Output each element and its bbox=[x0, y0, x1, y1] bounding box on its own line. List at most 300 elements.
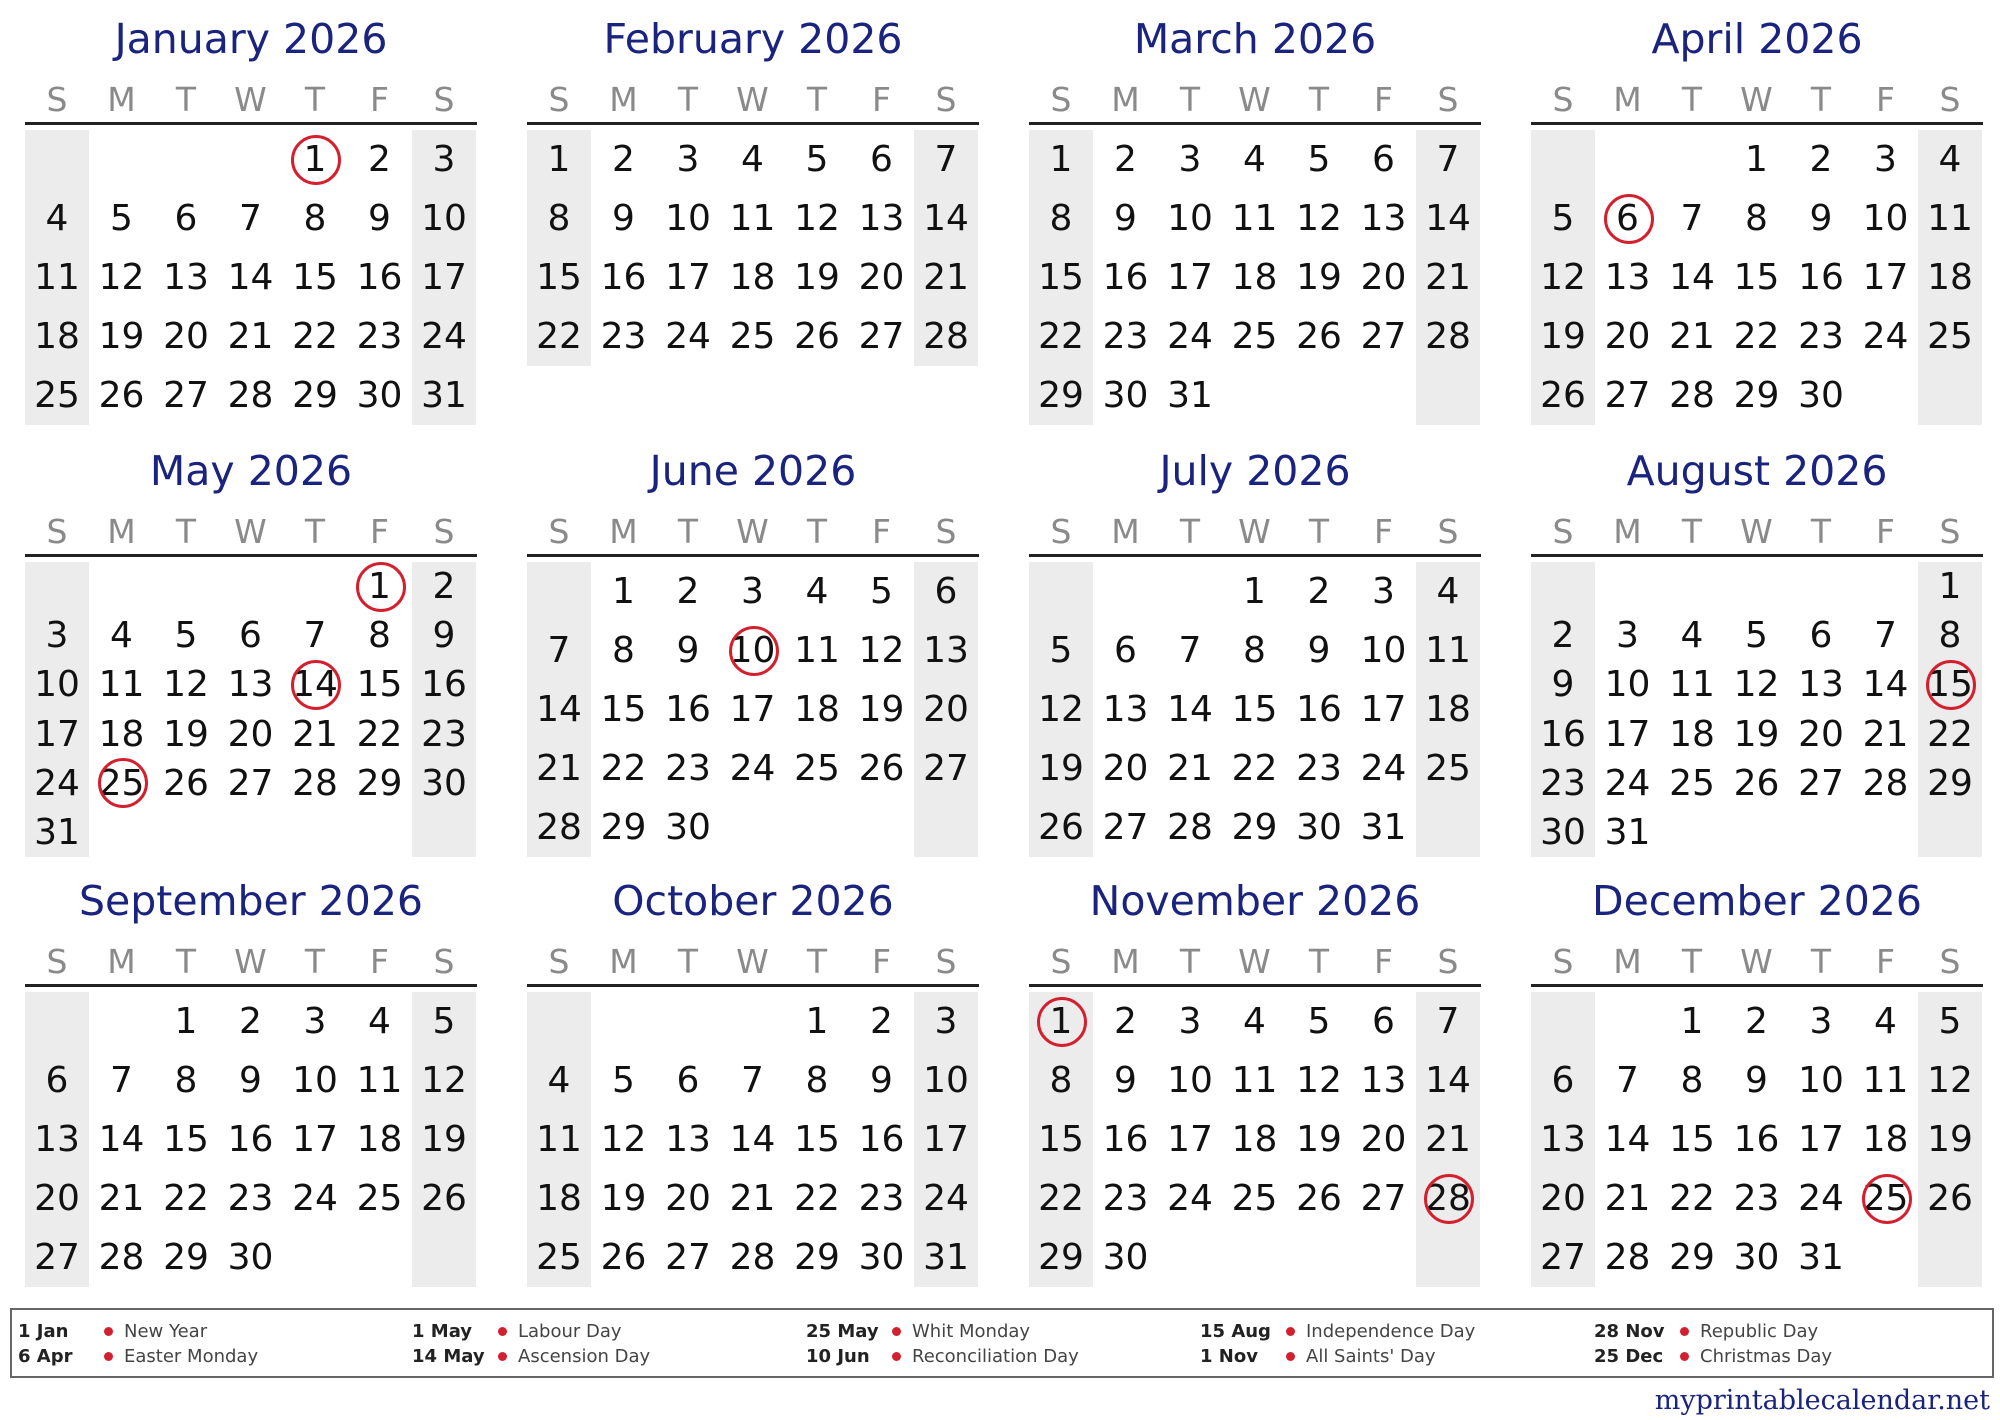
calendar-date: 13 bbox=[923, 630, 969, 671]
calendar-date: 27 bbox=[34, 1237, 80, 1278]
weekday-label: T bbox=[1810, 512, 1832, 551]
calendar-date: 20 bbox=[1102, 748, 1149, 789]
weekday-label: S bbox=[433, 80, 455, 119]
calendar-date: 4 bbox=[547, 1060, 571, 1101]
calendar-date: 28 bbox=[1604, 1237, 1651, 1278]
calendar-date: 9 bbox=[368, 198, 391, 239]
weekday-label: F bbox=[370, 942, 389, 981]
calendar-date: 2 bbox=[870, 1001, 893, 1042]
weekday-label: M bbox=[1111, 80, 1140, 119]
weekday-header bbox=[25, 942, 477, 982]
month-title: August 2026 bbox=[1626, 447, 1888, 495]
calendar-date: 13 bbox=[227, 664, 274, 706]
calendar-date: 1 bbox=[1745, 139, 1768, 180]
calendar-date: 22 bbox=[1038, 1178, 1084, 1219]
legend-date: 6 Apr bbox=[18, 1346, 73, 1367]
calendar-date: 30 bbox=[356, 375, 403, 416]
calendar-date: 10 bbox=[1604, 664, 1651, 706]
calendar-date: 11 bbox=[356, 1060, 403, 1101]
calendar-date: 29 bbox=[794, 1237, 840, 1278]
calendar-date: 7 bbox=[1436, 1001, 1460, 1042]
calendar-date: 21 bbox=[98, 1178, 145, 1219]
calendar-date: 19 bbox=[163, 713, 209, 755]
weekday-label: W bbox=[736, 942, 769, 981]
calendar-date: 16 bbox=[600, 257, 647, 298]
calendar-date: 13 bbox=[1360, 1060, 1407, 1101]
calendar-date: 11 bbox=[1862, 1060, 1909, 1101]
calendar-date: 30 bbox=[421, 762, 467, 804]
calendar-date: 24 bbox=[923, 1178, 969, 1219]
calendar-date: 1 bbox=[1938, 566, 1962, 607]
calendar-date: 27 bbox=[1540, 1237, 1586, 1278]
legend-column bbox=[412, 1319, 802, 1369]
calendar-date: 30 bbox=[1540, 811, 1586, 853]
calendar-date: 3 bbox=[1874, 139, 1897, 180]
calendar-date: 6 bbox=[174, 198, 198, 239]
calendar-date: 17 bbox=[1167, 257, 1213, 298]
calendar-date: 16 bbox=[858, 1119, 905, 1160]
calendar-date: 29 bbox=[1927, 762, 1973, 804]
calendar-date: 14 bbox=[98, 1119, 145, 1160]
calendar-date: 15 bbox=[536, 257, 582, 298]
month-title: December 2026 bbox=[1592, 877, 1922, 925]
calendar-date: 10 bbox=[923, 1060, 969, 1101]
calendar-date: 10 bbox=[665, 198, 711, 239]
calendar-date: 11 bbox=[1231, 1060, 1278, 1101]
calendar-date: 10 bbox=[421, 198, 467, 239]
holiday-dot-icon bbox=[498, 1352, 507, 1361]
calendar-date: 5 bbox=[110, 198, 133, 239]
month-calendar bbox=[1029, 862, 1481, 1282]
calendar-date: 27 bbox=[163, 375, 209, 416]
calendar-date: 21 bbox=[227, 316, 274, 357]
weekday-label: T bbox=[1681, 942, 1703, 981]
calendar-date: 23 bbox=[600, 316, 647, 357]
legend-date: 14 May bbox=[412, 1346, 485, 1367]
header-divider bbox=[25, 984, 477, 987]
calendar-date: 6 bbox=[1551, 1060, 1575, 1101]
calendar-date: 21 bbox=[1604, 1178, 1651, 1219]
calendar-date: 15 bbox=[1038, 257, 1084, 298]
calendar-date: 19 bbox=[98, 316, 145, 357]
calendar-date: 25 bbox=[1927, 316, 1973, 357]
weekday-label: T bbox=[1308, 942, 1330, 981]
calendar-date: 29 bbox=[600, 807, 647, 848]
weekday-label: S bbox=[1050, 512, 1072, 551]
calendar-date: 26 bbox=[421, 1178, 467, 1219]
calendar-date: 23 bbox=[421, 713, 467, 755]
weekday-label: T bbox=[806, 80, 828, 119]
weekday-label: T bbox=[1179, 512, 1201, 551]
calendar-date: 1 bbox=[805, 1001, 829, 1042]
calendar-date: 20 bbox=[923, 689, 969, 730]
legend-date: 1 Jan bbox=[18, 1321, 69, 1342]
calendar-date: 9 bbox=[676, 630, 700, 671]
calendar-date: 11 bbox=[1669, 664, 1715, 706]
weekday-label: S bbox=[1050, 80, 1072, 119]
calendar-date: 22 bbox=[600, 748, 647, 789]
weekday-label: S bbox=[1050, 942, 1072, 981]
calendar-date: 2 bbox=[1809, 139, 1833, 180]
weekday-label: T bbox=[806, 512, 828, 551]
calendar-date: 3 bbox=[1372, 571, 1395, 612]
calendar-date: 21 bbox=[729, 1178, 776, 1219]
calendar-date: 16 bbox=[665, 689, 711, 730]
month-title: July 2026 bbox=[1159, 447, 1351, 495]
calendar-date: 26 bbox=[98, 375, 145, 416]
calendar-date: 12 bbox=[1927, 1060, 1973, 1101]
calendar-date: 22 bbox=[1231, 748, 1278, 789]
calendar-date: 30 bbox=[1102, 1237, 1149, 1278]
calendar-date: 4 bbox=[1938, 139, 1962, 180]
weekday-header bbox=[25, 512, 477, 552]
calendar-date: 27 bbox=[923, 748, 969, 789]
holiday-dot-icon bbox=[1286, 1327, 1295, 1336]
calendar-date: 26 bbox=[1733, 762, 1780, 804]
month-calendar bbox=[527, 862, 979, 1282]
legend-date: 10 Jun bbox=[806, 1346, 870, 1367]
weekday-label: S bbox=[935, 942, 957, 981]
calendar-date: 16 bbox=[1798, 257, 1844, 298]
calendar-date: 7 bbox=[110, 1060, 133, 1101]
calendar-date: 18 bbox=[356, 1119, 403, 1160]
header-divider bbox=[527, 984, 979, 987]
legend-date: 25 May bbox=[806, 1321, 879, 1342]
header-divider bbox=[1029, 122, 1481, 125]
calendar-date: 2 bbox=[612, 139, 635, 180]
calendar-date: 17 bbox=[34, 713, 80, 755]
calendar-date: 7 bbox=[1874, 615, 1897, 657]
calendar-date: 17 bbox=[665, 257, 711, 298]
holiday-date: 15 bbox=[1918, 660, 1982, 709]
calendar-date: 26 bbox=[858, 748, 905, 789]
legend-entry bbox=[1200, 1319, 1590, 1344]
calendar-date: 15 bbox=[1669, 1119, 1715, 1160]
weekday-header bbox=[527, 942, 979, 982]
calendar-date: 5 bbox=[1307, 1001, 1331, 1042]
calendar-date: 10 bbox=[1167, 198, 1213, 239]
calendar-date: 5 bbox=[805, 139, 829, 180]
calendar-date: 8 bbox=[612, 630, 635, 671]
month-calendar bbox=[527, 0, 979, 420]
weekday-header bbox=[527, 512, 979, 552]
calendar-date: 2 bbox=[1114, 1001, 1137, 1042]
calendar-date: 8 bbox=[174, 1060, 198, 1101]
calendar-date: 26 bbox=[1296, 1178, 1342, 1219]
legend-entry bbox=[1200, 1344, 1590, 1369]
calendar-date: 5 bbox=[174, 615, 198, 657]
calendar-date: 19 bbox=[1038, 748, 1084, 789]
calendar-date: 9 bbox=[1745, 1060, 1768, 1101]
header-divider bbox=[1531, 122, 1983, 125]
calendar-date: 4 bbox=[741, 139, 764, 180]
calendar-date: 3 bbox=[1616, 615, 1639, 657]
calendar-date: 22 bbox=[1669, 1178, 1715, 1219]
calendar-date: 10 bbox=[1798, 1060, 1844, 1101]
calendar-date: 25 bbox=[794, 748, 840, 789]
calendar-date: 22 bbox=[536, 316, 582, 357]
calendar-date: 9 bbox=[239, 1060, 262, 1101]
calendar-date: 18 bbox=[536, 1178, 582, 1219]
calendar-date: 18 bbox=[1231, 1119, 1278, 1160]
calendar-date: 7 bbox=[1616, 1060, 1639, 1101]
calendar-date: 19 bbox=[600, 1178, 647, 1219]
calendar-date: 1 bbox=[612, 571, 635, 612]
calendar-date: 14 bbox=[1604, 1119, 1651, 1160]
calendar-date: 22 bbox=[1038, 316, 1084, 357]
calendar-date: 12 bbox=[1296, 198, 1342, 239]
holiday-date: 14 bbox=[283, 660, 347, 709]
calendar-date: 12 bbox=[1733, 664, 1780, 706]
weekday-label: S bbox=[1437, 512, 1459, 551]
weekday-label: T bbox=[175, 942, 197, 981]
weekday-label: T bbox=[1681, 80, 1703, 119]
weekday-label: T bbox=[806, 942, 828, 981]
calendar-date: 9 bbox=[1307, 630, 1331, 671]
calendar-date: 28 bbox=[227, 375, 274, 416]
calendar-date: 20 bbox=[1540, 1178, 1586, 1219]
weekday-label: S bbox=[433, 512, 455, 551]
calendar-date: 24 bbox=[1167, 1178, 1213, 1219]
calendar-date: 29 bbox=[1231, 807, 1278, 848]
month-title: September 2026 bbox=[79, 877, 423, 925]
weekday-label: W bbox=[736, 80, 769, 119]
calendar-date: 11 bbox=[34, 257, 80, 298]
calendar-date: 12 bbox=[600, 1119, 647, 1160]
legend-holiday-name: Labour Day bbox=[518, 1321, 622, 1342]
legend-entry bbox=[18, 1344, 408, 1369]
calendar-date: 3 bbox=[676, 139, 700, 180]
calendar-date: 6 bbox=[45, 1060, 69, 1101]
calendar-date: 9 bbox=[1809, 198, 1833, 239]
calendar-date: 7 bbox=[303, 615, 327, 657]
calendar-date: 2 bbox=[1551, 615, 1575, 657]
calendar-date: 1 bbox=[1243, 571, 1266, 612]
calendar-date: 4 bbox=[45, 198, 69, 239]
calendar-date: 19 bbox=[1296, 1119, 1342, 1160]
calendar-date: 8 bbox=[1745, 198, 1768, 239]
calendar-date: 27 bbox=[1360, 316, 1407, 357]
calendar-date: 13 bbox=[665, 1119, 711, 1160]
month-title: October 2026 bbox=[612, 877, 894, 925]
calendar-date: 25 bbox=[1231, 316, 1278, 357]
month-title: January 2026 bbox=[114, 15, 388, 63]
calendar-date: 12 bbox=[858, 630, 905, 671]
calendar-date: 2 bbox=[1307, 571, 1331, 612]
holiday-dot-icon bbox=[1286, 1352, 1295, 1361]
calendar-date: 19 bbox=[1540, 316, 1586, 357]
holiday-date: 1 bbox=[348, 562, 412, 611]
weekday-label: F bbox=[370, 512, 389, 551]
weekday-label: S bbox=[1437, 942, 1459, 981]
calendar-date: 4 bbox=[368, 1001, 391, 1042]
calendar-date: 24 bbox=[1798, 1178, 1844, 1219]
calendar-date: 12 bbox=[163, 664, 209, 706]
weekday-header bbox=[1531, 512, 1983, 552]
calendar-date: 20 bbox=[665, 1178, 711, 1219]
calendar-date: 11 bbox=[1927, 198, 1973, 239]
calendar-date: 4 bbox=[1436, 571, 1460, 612]
calendar-date: 3 bbox=[1809, 1001, 1833, 1042]
calendar-date: 7 bbox=[741, 1060, 764, 1101]
calendar-date: 21 bbox=[1167, 748, 1213, 789]
calendar-date: 25 bbox=[729, 316, 776, 357]
calendar-date: 27 bbox=[1360, 1178, 1407, 1219]
calendar-date: 17 bbox=[1862, 257, 1909, 298]
calendar-date: 25 bbox=[1669, 762, 1715, 804]
weekday-label: T bbox=[304, 512, 326, 551]
calendar-date: 12 bbox=[1540, 257, 1586, 298]
calendar-date: 14 bbox=[1425, 1060, 1471, 1101]
calendar-date: 17 bbox=[292, 1119, 338, 1160]
calendar-date: 31 bbox=[421, 375, 467, 416]
calendar-date: 16 bbox=[227, 1119, 274, 1160]
calendar-date: 5 bbox=[1745, 615, 1768, 657]
calendar-date: 28 bbox=[1167, 807, 1213, 848]
calendar-date: 22 bbox=[292, 316, 338, 357]
weekday-label: S bbox=[1552, 942, 1574, 981]
calendar-date: 19 bbox=[1296, 257, 1342, 298]
calendar-date: 27 bbox=[858, 316, 905, 357]
holiday-dot-icon bbox=[104, 1327, 113, 1336]
legend-date: 25 Dec bbox=[1594, 1346, 1664, 1367]
calendar-date: 16 bbox=[1296, 689, 1342, 730]
calendar-date: 6 bbox=[1114, 630, 1137, 671]
weekday-header bbox=[1029, 80, 1481, 120]
header-divider bbox=[1531, 984, 1983, 987]
calendar-date: 8 bbox=[547, 198, 571, 239]
calendar-date: 23 bbox=[1798, 316, 1844, 357]
weekday-label: M bbox=[107, 942, 136, 981]
calendar-date: 14 bbox=[536, 689, 582, 730]
legend-holiday-name: Christmas Day bbox=[1700, 1346, 1833, 1367]
calendar-date: 15 bbox=[1231, 689, 1278, 730]
calendar-date: 30 bbox=[1733, 1237, 1780, 1278]
holiday-dot-icon bbox=[1680, 1352, 1689, 1361]
header-divider bbox=[1029, 984, 1481, 987]
calendar-date: 27 bbox=[1798, 762, 1844, 804]
calendar-date: 22 bbox=[356, 713, 403, 755]
calendar-date: 27 bbox=[665, 1237, 711, 1278]
calendar-date: 5 bbox=[1551, 198, 1575, 239]
weekday-label: W bbox=[1238, 512, 1271, 551]
weekday-label: M bbox=[107, 80, 136, 119]
calendar-date: 23 bbox=[227, 1178, 274, 1219]
calendar-date: 31 bbox=[1604, 811, 1651, 853]
calendar-date: 25 bbox=[356, 1178, 403, 1219]
calendar-date: 17 bbox=[1604, 713, 1651, 755]
month-title: June 2026 bbox=[649, 447, 857, 495]
calendar-date: 28 bbox=[536, 807, 582, 848]
holiday-dot-icon bbox=[892, 1327, 901, 1336]
calendar-date: 23 bbox=[665, 748, 711, 789]
calendar-date: 3 bbox=[934, 1001, 958, 1042]
header-divider bbox=[1531, 554, 1983, 557]
weekday-label: W bbox=[1740, 942, 1773, 981]
legend-holiday-name: Whit Monday bbox=[912, 1321, 1031, 1342]
weekday-header bbox=[1029, 512, 1481, 552]
legend-column bbox=[806, 1319, 1196, 1369]
month-title: March 2026 bbox=[1133, 15, 1377, 63]
month-title: February 2026 bbox=[603, 15, 903, 63]
weekday-label: F bbox=[1876, 512, 1895, 551]
calendar-date: 23 bbox=[1733, 1178, 1780, 1219]
weekday-label: T bbox=[1179, 942, 1201, 981]
weekday-label: M bbox=[1613, 512, 1642, 551]
calendar-date: 18 bbox=[1669, 713, 1715, 755]
calendar-date: 24 bbox=[292, 1178, 338, 1219]
weekday-label: M bbox=[609, 942, 638, 981]
calendar-date: 1 bbox=[547, 139, 571, 180]
weekday-label: S bbox=[46, 942, 68, 981]
calendar-date: 20 bbox=[34, 1178, 80, 1219]
weekday-label: T bbox=[304, 942, 326, 981]
legend-entry bbox=[18, 1319, 408, 1344]
calendar-date: 24 bbox=[421, 316, 467, 357]
calendar-date: 2 bbox=[239, 1001, 262, 1042]
calendar-date: 8 bbox=[1680, 1060, 1704, 1101]
weekday-label: T bbox=[677, 512, 699, 551]
holiday-date: 1 bbox=[283, 130, 347, 189]
calendar-date: 4 bbox=[805, 571, 829, 612]
weekday-label: W bbox=[234, 942, 267, 981]
calendar-date: 17 bbox=[1360, 689, 1407, 730]
calendar-date: 14 bbox=[923, 198, 969, 239]
legend-date: 15 Aug bbox=[1200, 1321, 1271, 1342]
calendar-date: 28 bbox=[1862, 762, 1909, 804]
calendar-date: 13 bbox=[1102, 689, 1149, 730]
calendar-date: 2 bbox=[1114, 139, 1137, 180]
calendar-date: 19 bbox=[421, 1119, 467, 1160]
calendar-date: 15 bbox=[292, 257, 338, 298]
calendar-date: 30 bbox=[1296, 807, 1342, 848]
legend-column bbox=[1594, 1319, 1984, 1369]
legend-entry bbox=[806, 1319, 1196, 1344]
holiday-dot-icon bbox=[892, 1352, 901, 1361]
month-calendar bbox=[1531, 0, 1983, 420]
calendar-date: 2 bbox=[368, 139, 391, 180]
calendar-date: 29 bbox=[1669, 1237, 1715, 1278]
calendar-date: 12 bbox=[794, 198, 840, 239]
weekday-label: T bbox=[677, 942, 699, 981]
calendar-date: 7 bbox=[1436, 139, 1460, 180]
calendar-date: 25 bbox=[1231, 1178, 1278, 1219]
weekday-label: T bbox=[1179, 80, 1201, 119]
calendar-date: 1 bbox=[174, 1001, 198, 1042]
calendar-date: 2 bbox=[432, 566, 456, 607]
calendar-date: 3 bbox=[1178, 139, 1202, 180]
weekday-label: S bbox=[548, 512, 570, 551]
weekday-label: F bbox=[872, 942, 891, 981]
calendar-date: 27 bbox=[1102, 807, 1149, 848]
calendar-date: 3 bbox=[303, 1001, 327, 1042]
calendar-date: 28 bbox=[729, 1237, 776, 1278]
calendar-date: 12 bbox=[421, 1060, 467, 1101]
calendar-date: 25 bbox=[34, 375, 80, 416]
calendar-date: 26 bbox=[1540, 375, 1586, 416]
calendar-date: 15 bbox=[1733, 257, 1780, 298]
calendar-date: 28 bbox=[1425, 316, 1471, 357]
calendar-date: 29 bbox=[163, 1237, 209, 1278]
calendar-date: 16 bbox=[421, 664, 467, 706]
calendar-date: 23 bbox=[1102, 1178, 1149, 1219]
calendar-date: 8 bbox=[1243, 630, 1266, 671]
header-divider bbox=[25, 122, 477, 125]
calendar-date: 21 bbox=[1669, 316, 1715, 357]
header-divider bbox=[1029, 554, 1481, 557]
holiday-date: 25 bbox=[90, 759, 154, 808]
holiday-date: 10 bbox=[721, 621, 785, 680]
